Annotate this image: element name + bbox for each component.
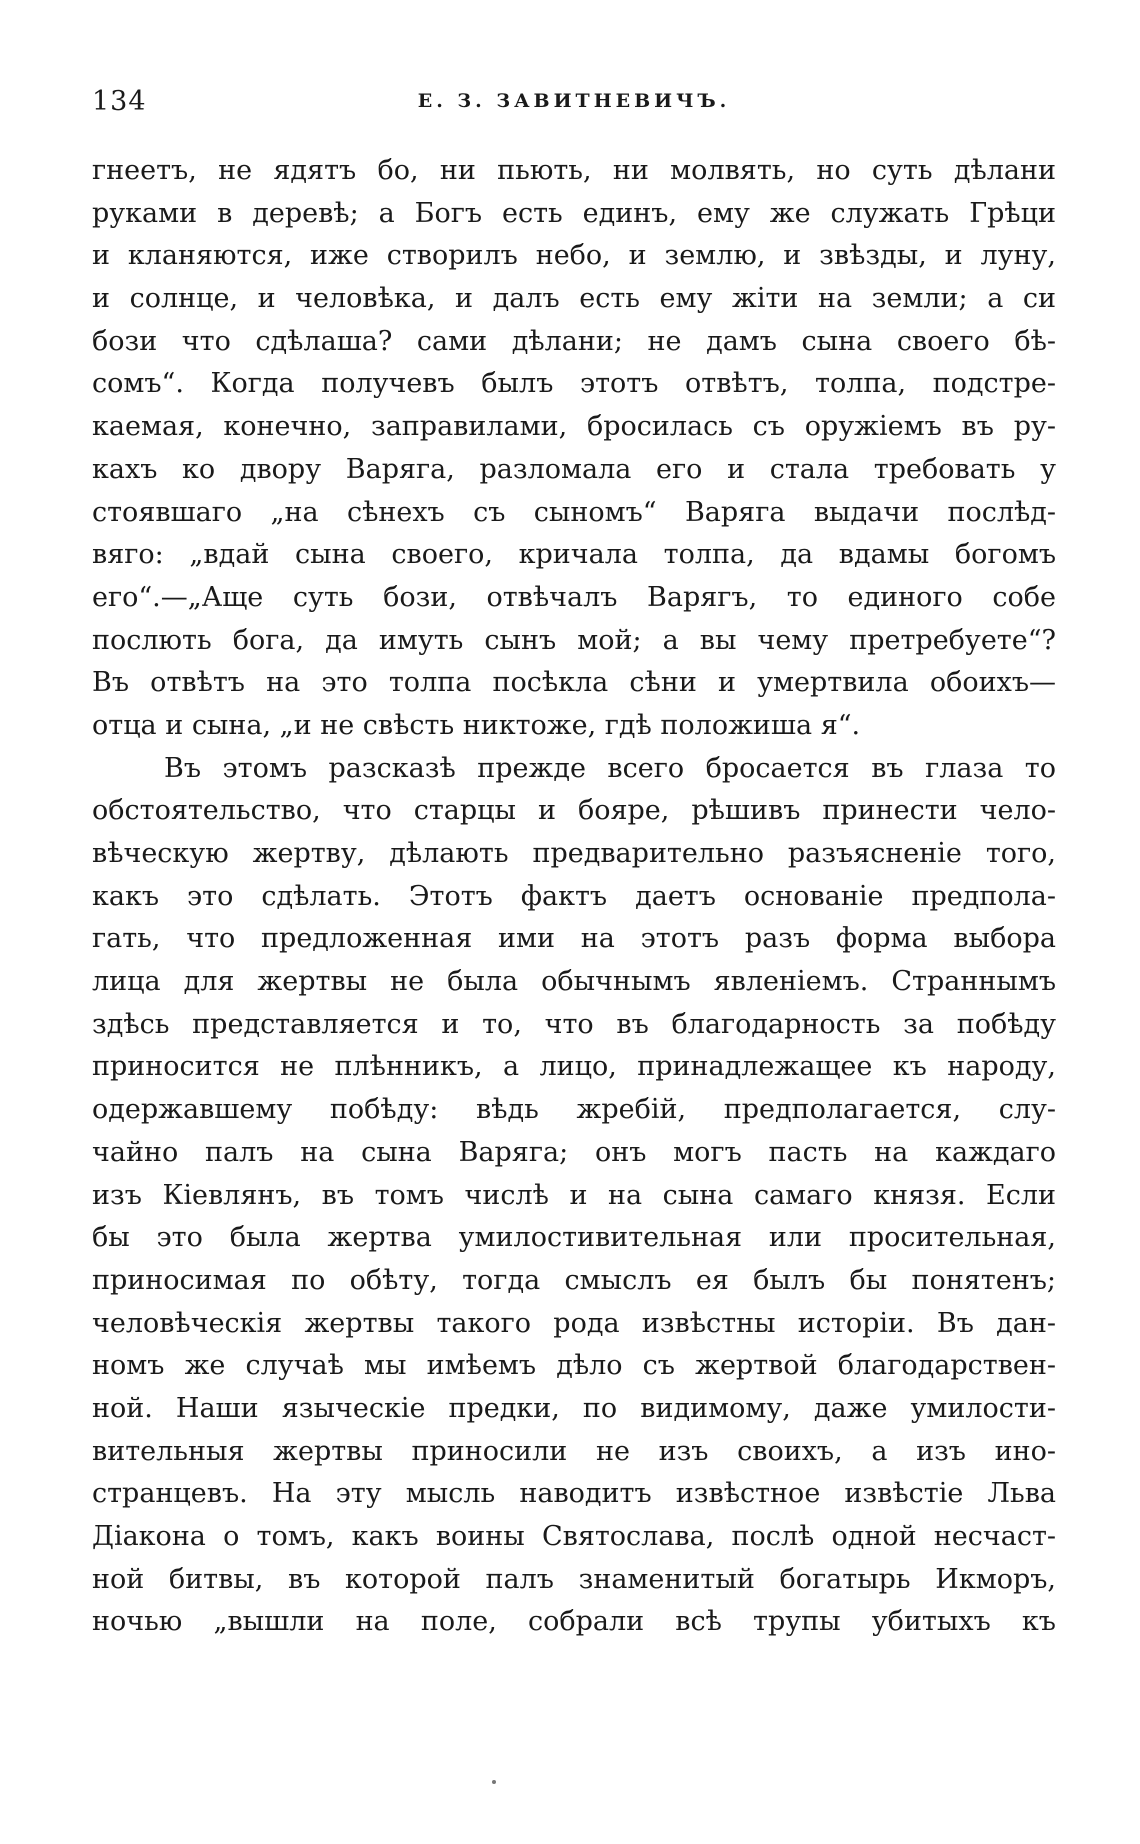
text-line: вительныя жертвы приносили не изъ своихъ, а изъ ино-: [92, 1435, 1056, 1467]
text-line: гать, что предложенная ими на этотъ разъ форма выбора: [92, 923, 1056, 955]
text-line: и кланяются, иже створилъ небо, и землю, и звѣзды, и луну,: [92, 240, 1056, 272]
text-line: руками в деревѣ; а Богъ есть единъ, ему же служать Грѣци: [92, 197, 1056, 229]
text-line: ночью „вышли на поле, собрали всѣ трупы убитыхъ къ: [92, 1606, 1056, 1638]
text-line: какъ это сдѣлать. Этотъ фактъ даетъ основанiе предпола-: [92, 880, 1056, 912]
text-line: здѣсь представляется и то, что въ благодарность за побѣду: [92, 1008, 1056, 1040]
text-line: Въ отвѣтъ на это толпа посѣкла сѣни и умертвила обоихъ—: [92, 667, 1056, 699]
text-line: чайно палъ на сына Варяга; онъ могъ пасть на каждаго: [92, 1136, 1056, 1168]
paragraph-1: [92, 150, 1056, 748]
text-line: его“.—„Аще суть бози, отвѣчалъ Варягъ, то единого собе: [92, 581, 1056, 613]
text-line: бози что сдѣлаша? сами дѣлани; не дамъ сына своего бѣ-: [92, 325, 1056, 357]
print-speck: [492, 1780, 496, 1784]
text-line: человѣческiя жертвы такого рода извѣстны исторiи. Въ дан-: [92, 1307, 1056, 1339]
page-number: 134: [92, 86, 147, 117]
text-line: вяго: „вдай сына своего, кричала толпа, да вдамы богомъ: [92, 539, 1056, 571]
text-line: стоявшаго „на сѣнехъ съ сыномъ“ Варяга выдачи послѣд-: [92, 496, 1056, 528]
running-title: Е. З. ЗАВИТНЕВИЧЪ.: [417, 90, 731, 112]
running-head: [92, 86, 1056, 126]
text-line: лица для жертвы не была обычнымъ явленiемъ. Страннымъ: [92, 966, 1056, 998]
paragraph-2: [92, 748, 1056, 1644]
text-line: сомъ“. Когда получевъ былъ этотъ отвѣтъ, толпа, подстре-: [92, 368, 1056, 400]
text-line: вѣческую жертву, дѣлають предварительно разъясненiе того,: [92, 838, 1056, 869]
text-line: бы это была жертва умилостивительная или просительная,: [92, 1222, 1056, 1254]
text-line: каемая, конечно, заправилами, бросилась съ оружiемъ въ ру-: [92, 411, 1056, 443]
text-line: ной битвы, въ которой палъ знаменитый богатырь Икморъ,: [92, 1563, 1056, 1595]
text-line: приносимая по обѣту, тогда смыслъ ея былъ бы понятенъ;: [92, 1264, 1056, 1296]
text-line: послють бога, да имуть сынъ мой; а вы чему претребуете“?: [92, 624, 1056, 656]
text-line: странцевъ. На эту мысль наводитъ извѣстное извѣстiе Льва: [92, 1478, 1056, 1510]
text-line: обстоятельство, что старцы и бояре, рѣшивъ принести чело-: [92, 795, 1056, 827]
text-line: приносится не плѣнникъ, а лицо, принадлежащее къ народу,: [92, 1051, 1056, 1083]
body-text: [92, 150, 1056, 1644]
text-line: одержавшему побѣду: вѣдь жребiй, предполагается, слу-: [92, 1094, 1056, 1126]
text-line: отца и сына, „и не свѣсть никтоже, гдѣ положиша я“.: [92, 709, 861, 741]
text-line: Дiакона о томъ, какъ воины Святослава, послѣ одной несчаст-: [92, 1521, 1056, 1552]
text-line: гнеетъ, не ядятъ бо, ни пьють, ни молвять, но суть дѣлани: [92, 155, 1056, 186]
text-line: изъ Кiевлянъ, въ томъ числѣ и на сына самаго князя. Если: [92, 1179, 1056, 1211]
text-line: Въ этомъ разсказѣ прежде всего бросается въ глаза то: [164, 752, 1056, 784]
text-line: ной. Наши языческiе предки, по видимому, даже умилости-: [92, 1392, 1056, 1424]
text-line: и солнце, и человѣка, и далъ есть ему жiти на земли; а си: [92, 283, 1056, 315]
text-line: номъ же случаѣ мы имѣемъ дѣло съ жертвой благодарствен-: [92, 1350, 1056, 1382]
text-line: кахъ ко двору Варяга, разломала его и стала требовать у: [92, 453, 1056, 485]
